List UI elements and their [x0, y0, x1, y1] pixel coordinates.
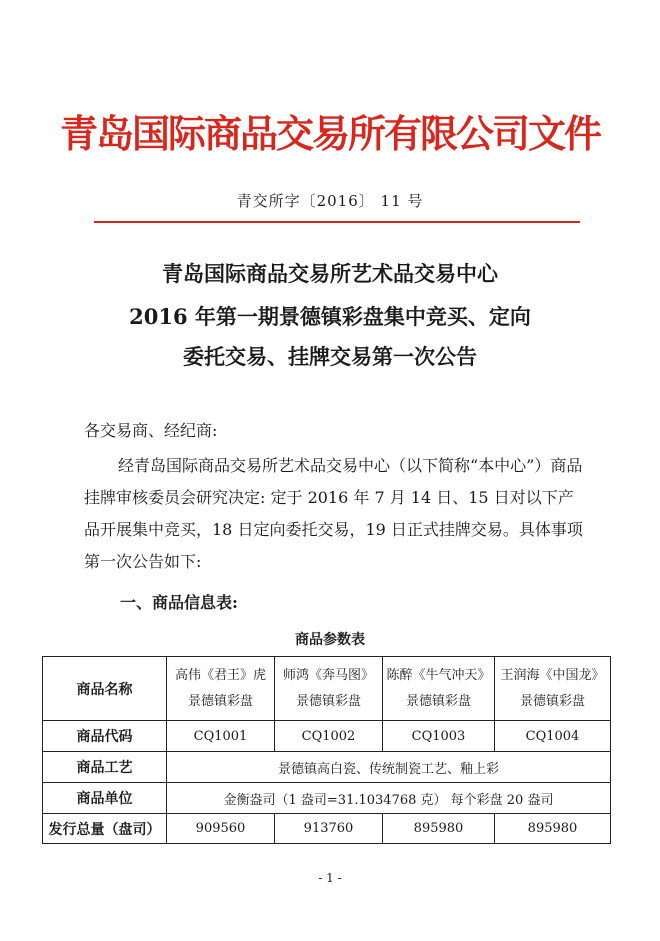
document-number: 青交所字〔2016〕 11 号 — [236, 192, 424, 210]
product-unit: 金衡盎司（1 盎司=31.1034768 克） 每个彩盘 20 盎司 — [167, 783, 611, 814]
product-name-cell — [495, 657, 611, 721]
label-product-name: 商品名称 — [43, 657, 167, 721]
label-issue-total: 发行总量（盘司） — [43, 814, 167, 844]
product-name: 王润海《中国龙》 — [500, 667, 605, 683]
section-heading: 一、商品信息表: — [120, 593, 238, 612]
product-name-cell — [167, 657, 275, 721]
product-subtitle: 景德镇彩盘 — [405, 693, 471, 709]
table-caption: 商品参数表 — [295, 632, 365, 648]
table-row-product-code — [43, 721, 611, 752]
table-row-issue-total — [43, 814, 611, 844]
product-subtitle: 景德镇彩盘 — [295, 693, 361, 709]
issue-total: 895980 — [495, 814, 611, 844]
announcement-title-line-2: 2016 年第一期景德镇彩盘集中竞买、定向 — [129, 304, 531, 329]
issue-total: 913760 — [275, 814, 383, 844]
product-subtitle: 景德镇彩盘 — [519, 693, 585, 709]
salutation: 各交易商、经纪商: — [84, 421, 218, 440]
product-code: CQ1004 — [495, 721, 611, 752]
label-product-code: 商品代码 — [43, 721, 167, 752]
table-row-product-name — [43, 657, 611, 721]
announcement-title-line-1: 青岛国际商品交易所艺术品交易中心 — [162, 261, 498, 286]
label-product-unit: 商品单位 — [43, 783, 167, 814]
product-craft: 景德镇高白瓷、传统制瓷工艺、釉上彩 — [167, 752, 611, 783]
document-header-title: 青岛国际商品交易所有限公司文件 — [59, 112, 600, 156]
red-divider-line — [94, 221, 580, 223]
announcement-body: 经青岛国际商品交易所艺术品交易中心（以下简称“本中心”）商品挂牌审核委员会研究决定: 定于 2016 年 7 月 14 日、15 日对以下产品开展集中竞买，18 日定向委托交易，19 日正式挂牌交易。具体事项第一次公告如下: — [84, 456, 583, 571]
product-name: 高伟《君王》虎 — [174, 667, 266, 683]
product-code: CQ1002 — [275, 721, 383, 752]
product-code: CQ1003 — [383, 721, 495, 752]
table-row-product-unit — [43, 783, 611, 814]
product-name: 陈醉《牛气冲天》 — [386, 667, 491, 683]
issue-total: 895980 — [383, 814, 495, 844]
label-product-craft: 商品工艺 — [43, 752, 167, 783]
product-name-cell — [275, 657, 383, 721]
product-parameter-table — [42, 656, 611, 844]
product-name: 师鸿《奔马图》 — [282, 667, 374, 683]
product-subtitle: 景德镇彩盘 — [187, 693, 253, 709]
product-name-cell — [383, 657, 495, 721]
product-code: CQ1001 — [167, 721, 275, 752]
page-number: - 1 - — [318, 871, 342, 885]
table-row-product-craft — [43, 752, 611, 783]
announcement-title-line-3: 委托交易、挂牌交易第一次公告 — [183, 344, 477, 369]
issue-total: 909560 — [167, 814, 275, 844]
